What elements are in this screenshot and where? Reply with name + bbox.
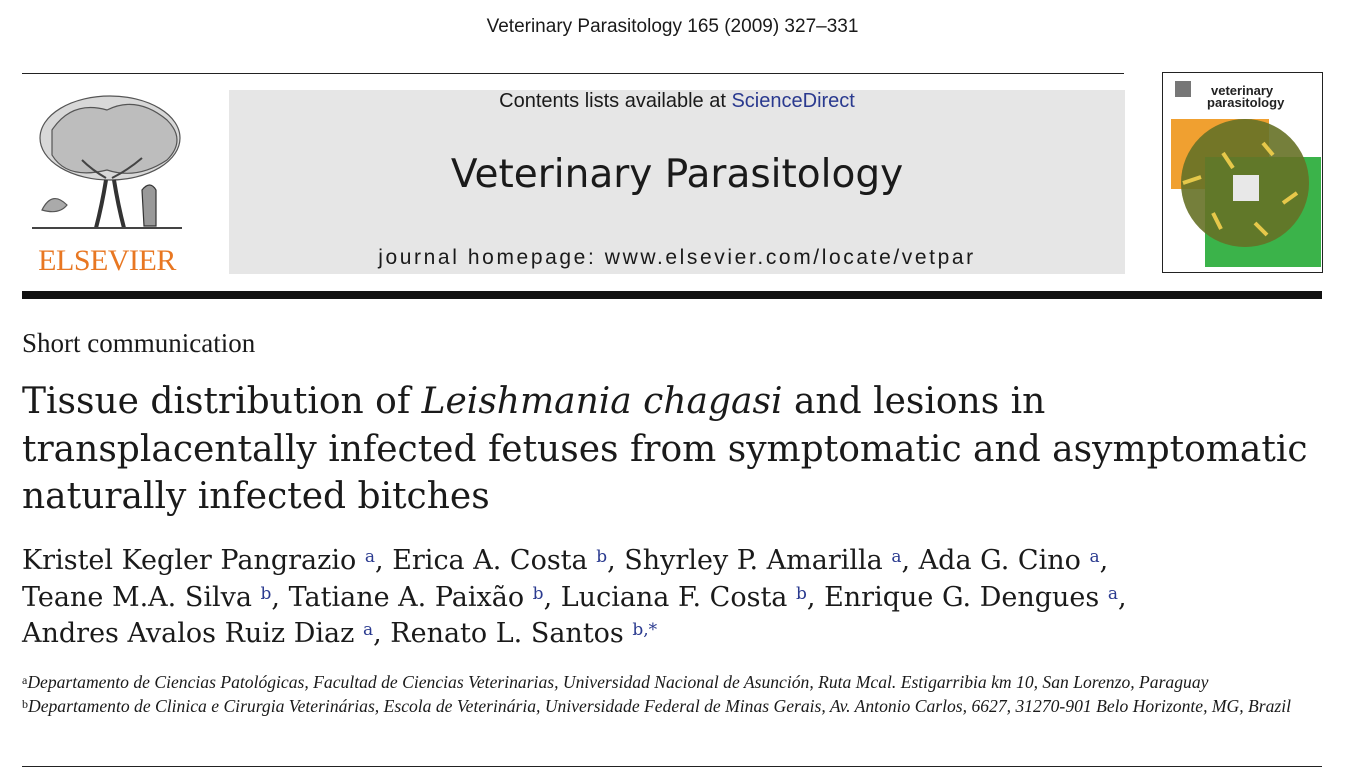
header-rule bbox=[22, 73, 1124, 74]
author-name: Enrique G. Dengues bbox=[824, 581, 1108, 613]
sciencedirect-link[interactable]: ScienceDirect bbox=[731, 90, 855, 112]
affiliation bbox=[22, 695, 1332, 719]
footer-rule bbox=[22, 766, 1322, 767]
author-affiliation-mark[interactable]: b bbox=[532, 583, 544, 604]
author-name: Tatiane A. Paixão bbox=[288, 581, 533, 613]
author-separator: , bbox=[543, 581, 553, 613]
author-separator: , bbox=[271, 581, 281, 613]
author-affiliation-mark[interactable]: b,* bbox=[632, 620, 658, 640]
author-name: Luciana F. Costa bbox=[560, 581, 796, 613]
journal-homepage[interactable]: journal homepage: www.elsevier.com/locate/vetpar bbox=[378, 246, 976, 269]
title-part1: Tissue distribution of bbox=[22, 381, 422, 422]
title-part2: and lesions in transplacentally infected fetuses from symptomatic and asymptomatic naturally infected bitches bbox=[22, 381, 1308, 517]
contents-line bbox=[229, 90, 1125, 113]
journal-title: Veterinary Parasitology bbox=[450, 152, 904, 197]
author-affiliation-mark[interactable]: a bbox=[1107, 583, 1118, 604]
author-name: Teane M.A. Silva bbox=[22, 581, 261, 613]
author-list bbox=[22, 543, 1322, 653]
affiliation-mark: a bbox=[22, 673, 28, 687]
contents-prefix: Contents lists available at bbox=[499, 90, 732, 112]
header-thick-rule bbox=[22, 291, 1322, 299]
journal-banner bbox=[229, 90, 1125, 274]
author-name: Ada G. Cino bbox=[918, 545, 1090, 576]
affiliation-text: Departamento de Clinica e Cirurgia Veterinárias, Escola de Veterinária, Universidade Federal de Minas Gerais, Av. Antonio Carlos, 6627, 31270-901 Belo Horizonte, MG, Brazil bbox=[28, 695, 1292, 716]
author-separator: , bbox=[1099, 545, 1109, 576]
affiliation-list bbox=[22, 671, 1332, 718]
affiliation-text: Departamento de Ciencias Patológicas, Facultad de Ciencias Veterinarias, Universidad Nacional de Asunción, Ruta Mcal. Estigarribia km 10, San Lorenzo, Paraguay bbox=[27, 672, 1209, 692]
author-affiliation-mark[interactable]: b bbox=[796, 583, 807, 604]
author-separator: , bbox=[806, 581, 816, 613]
article-title bbox=[22, 378, 1332, 521]
publisher-name: ELSEVIER bbox=[38, 244, 176, 277]
affiliation-mark: b bbox=[22, 696, 28, 711]
article-type: Short communication bbox=[22, 328, 256, 358]
author-name: Kristel Kegler Pangrazio bbox=[22, 545, 365, 576]
author-name: Renato L. Santos bbox=[390, 618, 633, 649]
title-species: Leishmania chagasi bbox=[421, 381, 783, 422]
author-name: Shyrley P. Amarilla bbox=[624, 545, 892, 576]
author-affiliation-mark[interactable]: a bbox=[362, 620, 374, 640]
author-separator: , bbox=[607, 545, 616, 576]
author-affiliation-mark[interactable]: a bbox=[891, 547, 902, 567]
author-affiliation-mark[interactable]: b bbox=[260, 583, 272, 604]
author-separator: , bbox=[373, 618, 382, 649]
journal-citation: Veterinary Parasitology 165 (2009) 327–331 bbox=[486, 16, 859, 37]
affiliation bbox=[22, 671, 1332, 695]
author-affiliation-mark[interactable]: b bbox=[596, 547, 608, 567]
author-separator: , bbox=[375, 545, 384, 576]
author-name: Andres Avalos Ruiz Diaz bbox=[22, 618, 363, 649]
author-affiliation-mark[interactable]: a bbox=[1089, 547, 1100, 567]
journal-cover-icon bbox=[1162, 72, 1323, 273]
cover-title-line1: veterinary bbox=[1211, 83, 1274, 98]
author-separator: , bbox=[901, 545, 911, 576]
author-name: Erica A. Costa bbox=[392, 545, 597, 576]
author-separator: , bbox=[1117, 581, 1127, 613]
cover-title-line2: parasitology bbox=[1207, 95, 1285, 110]
author-affiliation-mark[interactable]: a bbox=[364, 547, 375, 567]
